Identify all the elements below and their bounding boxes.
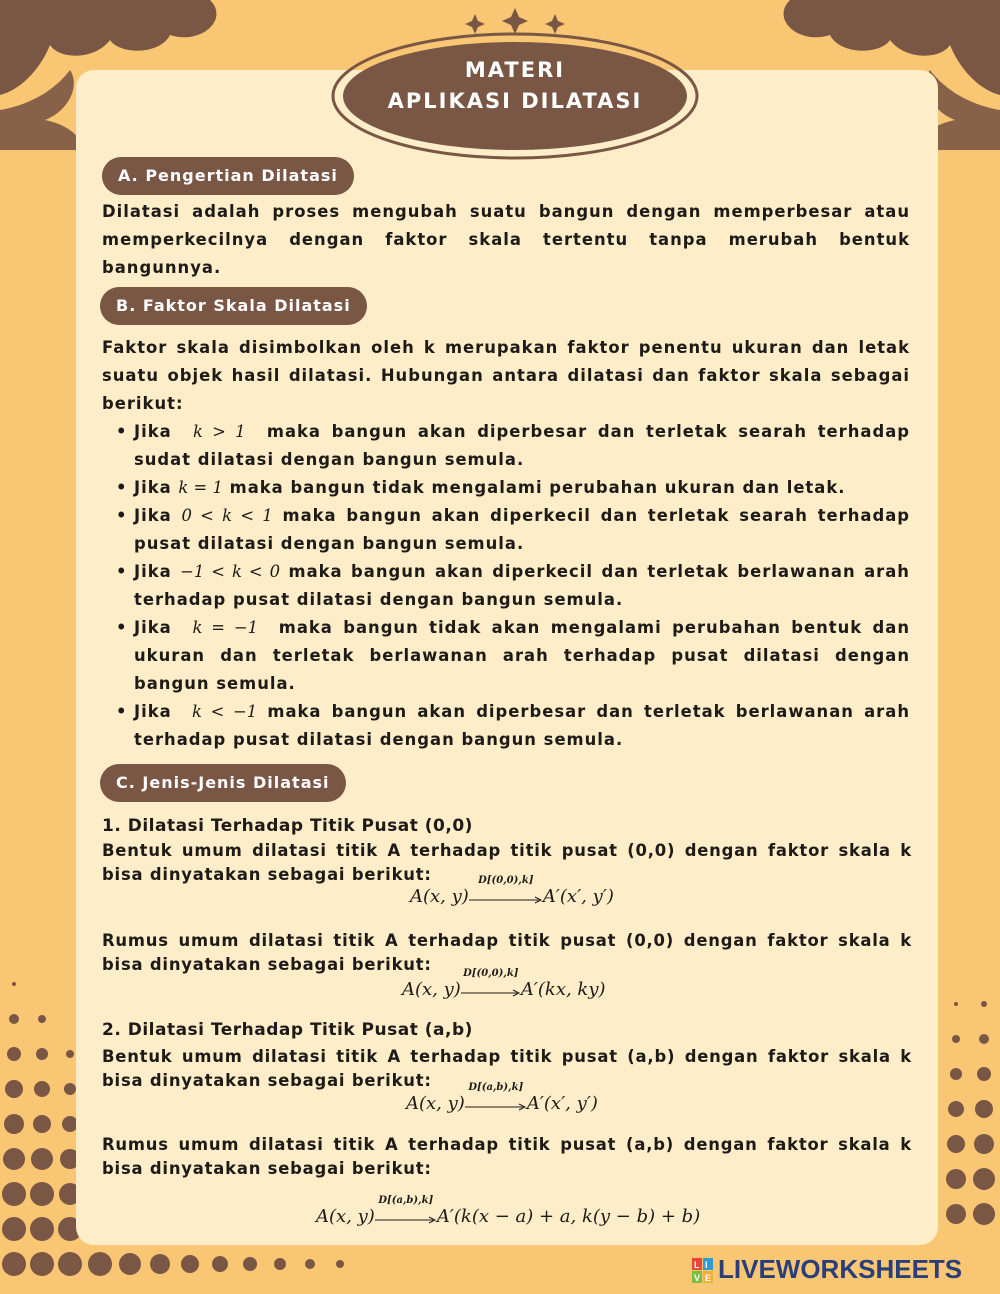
logo-mark-letter: E xyxy=(705,1273,712,1283)
bullet-text: bangun semula. xyxy=(134,674,296,693)
logo-mark-letter: V xyxy=(694,1273,701,1283)
text-line: Rumus umum dilatasi titik A terhadap titik pusat (0,0) dengan faktor skala k xyxy=(102,931,912,950)
bullet-text: terhadap pusat dilatasi dengan bangun semula. xyxy=(134,730,624,749)
text-line: Bentuk umum dilatasi titik A terhadap titik pusat (a,b) dengan faktor skala k xyxy=(102,1047,912,1066)
formula-left: A(x, y) xyxy=(316,1206,375,1227)
formula-1a xyxy=(410,875,614,907)
text-line: bisa dinyatakan sebagai berikut: xyxy=(102,1071,432,1090)
bullet-condition: k > 1 xyxy=(193,422,246,441)
bullet-text: sudat dilatasi dengan bangun semula. xyxy=(134,450,525,469)
bullet-text: maka bangun tidak akan mengalami perubahan bentuk dan xyxy=(278,618,911,637)
bullet-text: terhadap pusat dilatasi dengan bangun semula. xyxy=(134,590,624,609)
section-c-label: C. Jenis-Jenis Dilatasi xyxy=(100,764,346,802)
title-line-1: MATERI xyxy=(464,58,566,82)
subsection-2-rumus xyxy=(102,1133,912,1181)
formula-right: A′(k(x − a) + a, k(y − b) + b) xyxy=(436,1206,701,1227)
formula-arrow-label: D[(a,b),k] xyxy=(468,1082,524,1093)
bullet-condition: k = 1 xyxy=(178,478,223,497)
text-line: Rumus umum dilatasi titik A terhadap titik pusat (a,b) dengan faktor skala k xyxy=(102,1135,912,1154)
bullet-text: pusat dilatasi dengan bangun semula. xyxy=(134,534,525,553)
formula-right: A′(kx, ky) xyxy=(520,979,606,1000)
bullet-condition: k = −1 xyxy=(192,618,259,637)
section-b-paragraph xyxy=(102,334,910,418)
bullet-text: maka bangun akan diperkecil dan terletak berlawanan arah xyxy=(288,562,910,581)
formula-arrow-label: D[(0,0),k] xyxy=(463,968,519,979)
section-a-line: bangunnya. xyxy=(102,258,222,277)
arrow-icon xyxy=(465,1082,527,1114)
list-item xyxy=(102,502,910,558)
formula-right: A′(x′, y′) xyxy=(526,1093,598,1114)
list-item xyxy=(102,558,910,614)
formula-right: A′(x′, y′) xyxy=(542,886,614,907)
formula-arrow-label: D[(0,0),k] xyxy=(478,875,534,886)
arrow-icon xyxy=(461,968,521,1000)
logo-mark-letter: L xyxy=(694,1260,700,1270)
scale-factor-list xyxy=(102,418,910,754)
bullet-text: maka bangun akan diperbesar dan terletak searah terhadap xyxy=(266,422,910,441)
subsection-1-heading: 1. Dilatasi Terhadap Titik Pusat (0,0) xyxy=(102,816,473,836)
bullet-prefix: Jika xyxy=(134,506,172,525)
logo-mark-letter: I xyxy=(705,1260,708,1270)
bullet-condition: 0 < k < 1 xyxy=(181,506,273,525)
bullet-prefix: Jika xyxy=(134,618,172,637)
list-item xyxy=(102,474,910,502)
bullet-prefix: Jika xyxy=(134,702,172,721)
section-b-label: B. Faktor Skala Dilatasi xyxy=(100,287,367,325)
bullet-text: maka bangun akan diperbesar dan terletak berlawanan arah xyxy=(267,702,910,721)
liveworksheets-logo[interactable]: LIVEWORKSHEETS xyxy=(718,1254,963,1284)
section-a-paragraph xyxy=(102,198,910,282)
section-b-line: Faktor skala disimbolkan oleh k merupakan faktor penentu ukuran dan letak xyxy=(102,338,910,357)
section-a-line: memperkecilnya dengan faktor skala tertentu tanpa merubah bentuk xyxy=(102,230,910,249)
formula-left: A(x, y) xyxy=(406,1093,465,1114)
list-item xyxy=(102,698,910,754)
page-title xyxy=(330,55,700,117)
text-line: bisa dinyatakan sebagai berikut: xyxy=(102,865,432,884)
formula-1b xyxy=(402,968,606,1000)
formula-left: A(x, y) xyxy=(402,979,461,1000)
arrow-icon xyxy=(469,875,543,907)
title-line-2: APLIKASI DILATASI xyxy=(387,89,643,113)
liveworksheets-mark-icon xyxy=(692,1258,714,1284)
arrow-icon xyxy=(375,1195,437,1227)
text-line: Bentuk umum dilatasi titik A terhadap titik pusat (0,0) dengan faktor skala k xyxy=(102,841,912,860)
section-a-label: A. Pengertian Dilatasi xyxy=(102,157,354,195)
formula-2b xyxy=(316,1195,701,1227)
bullet-prefix: Jika xyxy=(134,562,172,581)
bullet-prefix: Jika xyxy=(134,478,172,497)
bullet-text: ukuran dan terletak berlawanan arah terhadap pusat dilatasi dengan xyxy=(134,646,910,665)
formula-left: A(x, y) xyxy=(410,886,469,907)
text-line: bisa dinyatakan sebagai berikut: xyxy=(102,955,432,974)
text-line: bisa dinyatakan sebagai berikut: xyxy=(102,1159,432,1178)
formula-arrow-label: D[(a,b),k] xyxy=(378,1195,434,1206)
list-item xyxy=(102,418,910,474)
bullet-text: maka bangun tidak mengalami perubahan ukuran dan letak. xyxy=(229,478,846,497)
list-item xyxy=(102,614,910,698)
bullet-condition: k < −1 xyxy=(192,702,258,721)
section-a-line: Dilatasi adalah proses mengubah suatu bangun dengan memperbesar atau xyxy=(102,202,910,221)
subsection-2-heading: 2. Dilatasi Terhadap Titik Pusat (a,b) xyxy=(102,1020,473,1040)
bullet-prefix: Jika xyxy=(134,422,172,441)
bullet-condition: −1 < k < 0 xyxy=(180,562,281,581)
bullet-text: maka bangun akan diperkecil dan terletak searah terhadap xyxy=(282,506,910,525)
section-b-line: berikut: xyxy=(102,394,184,413)
formula-2a xyxy=(406,1082,598,1114)
section-b-line: suatu objek hasil dilatasi. Hubungan antara dilatasi dan faktor skala sebagai xyxy=(102,366,910,385)
